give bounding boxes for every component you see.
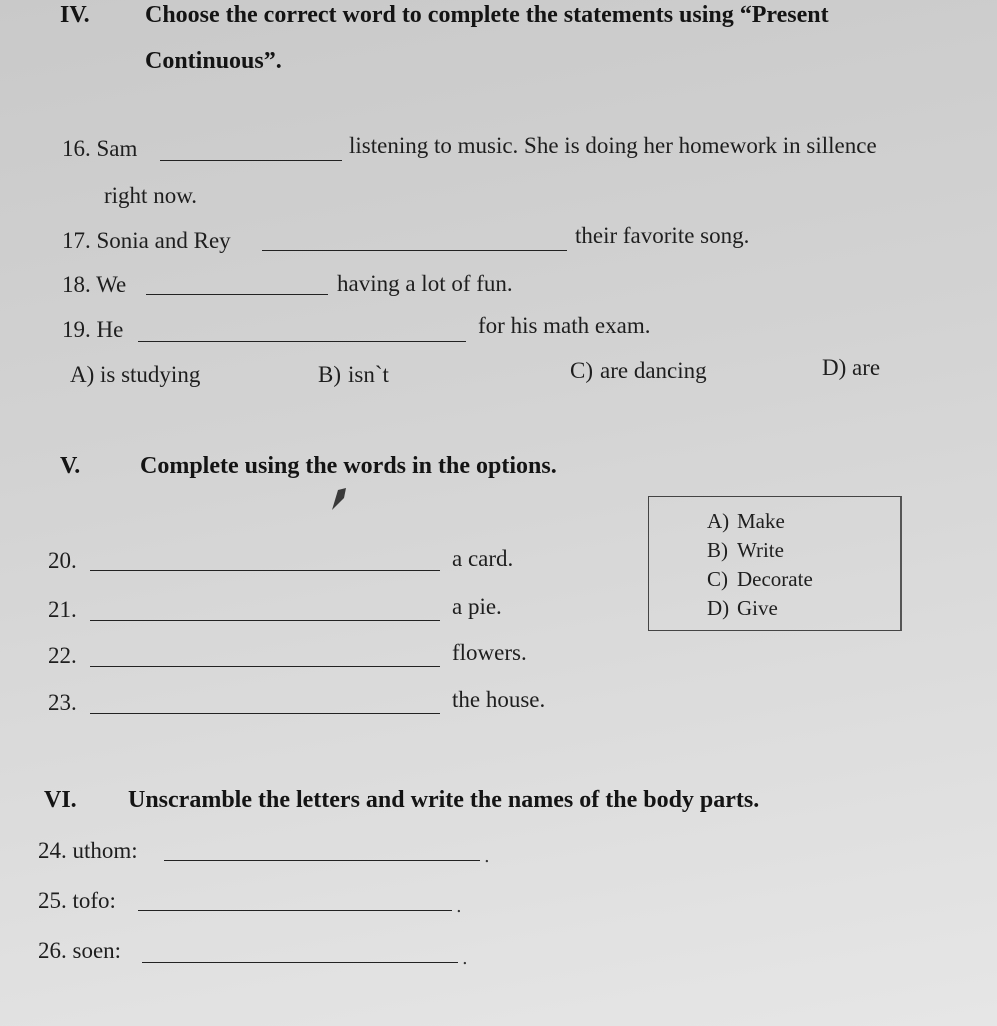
q16-blank[interactable] bbox=[160, 160, 342, 161]
section-iv-number: IV. bbox=[60, 2, 90, 28]
option-letter: B) bbox=[318, 362, 341, 387]
section-v-number: V. bbox=[60, 453, 81, 479]
q21-blank[interactable] bbox=[90, 620, 440, 621]
q17-start: 17. Sonia and Rey bbox=[62, 228, 231, 253]
box-option-text: Make bbox=[737, 509, 785, 533]
box-option-letter: C) bbox=[707, 567, 728, 591]
option-d bbox=[822, 355, 880, 381]
option-text: are dancing bbox=[600, 358, 707, 383]
section-vi-number: VI. bbox=[44, 787, 77, 813]
word-options-box bbox=[648, 496, 902, 631]
q16-end: listening to music. She is doing her homework in sillence bbox=[349, 133, 877, 158]
q23-blank[interactable] bbox=[90, 713, 440, 714]
box-option-d bbox=[707, 596, 778, 621]
q19-start: 19. He bbox=[62, 317, 124, 342]
box-option-letter: B) bbox=[707, 538, 728, 562]
option-letter: D) bbox=[822, 355, 847, 380]
q21-end: a pie. bbox=[452, 594, 502, 619]
section-iv-heading-line1: Choose the correct word to complete the statements using “Present bbox=[145, 2, 829, 28]
q24-period: . bbox=[484, 846, 490, 867]
section-vi-heading: Unscramble the letters and write the names of the body parts. bbox=[128, 787, 760, 813]
box-option-b bbox=[707, 538, 784, 563]
pen-mark-icon bbox=[326, 484, 352, 512]
option-c bbox=[570, 358, 707, 384]
q25-period: . bbox=[456, 896, 462, 917]
q17-blank[interactable] bbox=[262, 250, 567, 251]
section-v-heading: Complete using the words in the options. bbox=[140, 453, 557, 479]
box-option-letter: D) bbox=[707, 596, 730, 620]
q18-end: having a lot of fun. bbox=[337, 271, 513, 296]
box-option-letter: A) bbox=[707, 509, 730, 533]
q19-end: for his math exam. bbox=[478, 313, 651, 338]
box-option-text: Write bbox=[737, 538, 784, 562]
option-text: isn`t bbox=[348, 362, 389, 387]
section-iv-heading-line2: Continuous”. bbox=[145, 48, 282, 74]
option-text: are bbox=[852, 355, 881, 380]
q26-period: . bbox=[462, 948, 468, 969]
box-option-c bbox=[707, 567, 813, 592]
box-option-text: Give bbox=[737, 596, 778, 620]
q21-number: 21. bbox=[48, 597, 77, 622]
q24-blank[interactable] bbox=[164, 860, 480, 861]
q22-blank[interactable] bbox=[90, 666, 440, 667]
q26-blank[interactable] bbox=[142, 962, 458, 963]
q20-blank[interactable] bbox=[90, 570, 440, 571]
box-option-a bbox=[707, 509, 785, 534]
option-letter: C) bbox=[570, 358, 593, 383]
box-option-text: Decorate bbox=[737, 567, 813, 591]
q16-start: 16. Sam bbox=[62, 136, 138, 161]
q23-end: the house. bbox=[452, 687, 546, 712]
option-a bbox=[70, 362, 200, 388]
q20-end: a card. bbox=[452, 546, 514, 571]
option-letter: A) bbox=[70, 362, 95, 387]
q20-number: 20. bbox=[48, 548, 77, 573]
q18-start: 18. We bbox=[62, 272, 127, 297]
q22-number: 22. bbox=[48, 643, 77, 668]
q26-label: 26. soen: bbox=[38, 938, 122, 963]
q19-blank[interactable] bbox=[138, 341, 466, 342]
q22-end: flowers. bbox=[452, 640, 527, 665]
q25-blank[interactable] bbox=[138, 910, 452, 911]
option-text: is studying bbox=[100, 362, 201, 387]
q24-label: 24. uthom: bbox=[38, 838, 138, 863]
q25-label: 25. tofo: bbox=[38, 888, 116, 913]
q18-blank[interactable] bbox=[146, 294, 328, 295]
q17-end: their favorite song. bbox=[575, 223, 750, 248]
q23-number: 23. bbox=[48, 690, 77, 715]
option-b bbox=[318, 362, 389, 388]
q16-continuation: right now. bbox=[104, 183, 198, 208]
